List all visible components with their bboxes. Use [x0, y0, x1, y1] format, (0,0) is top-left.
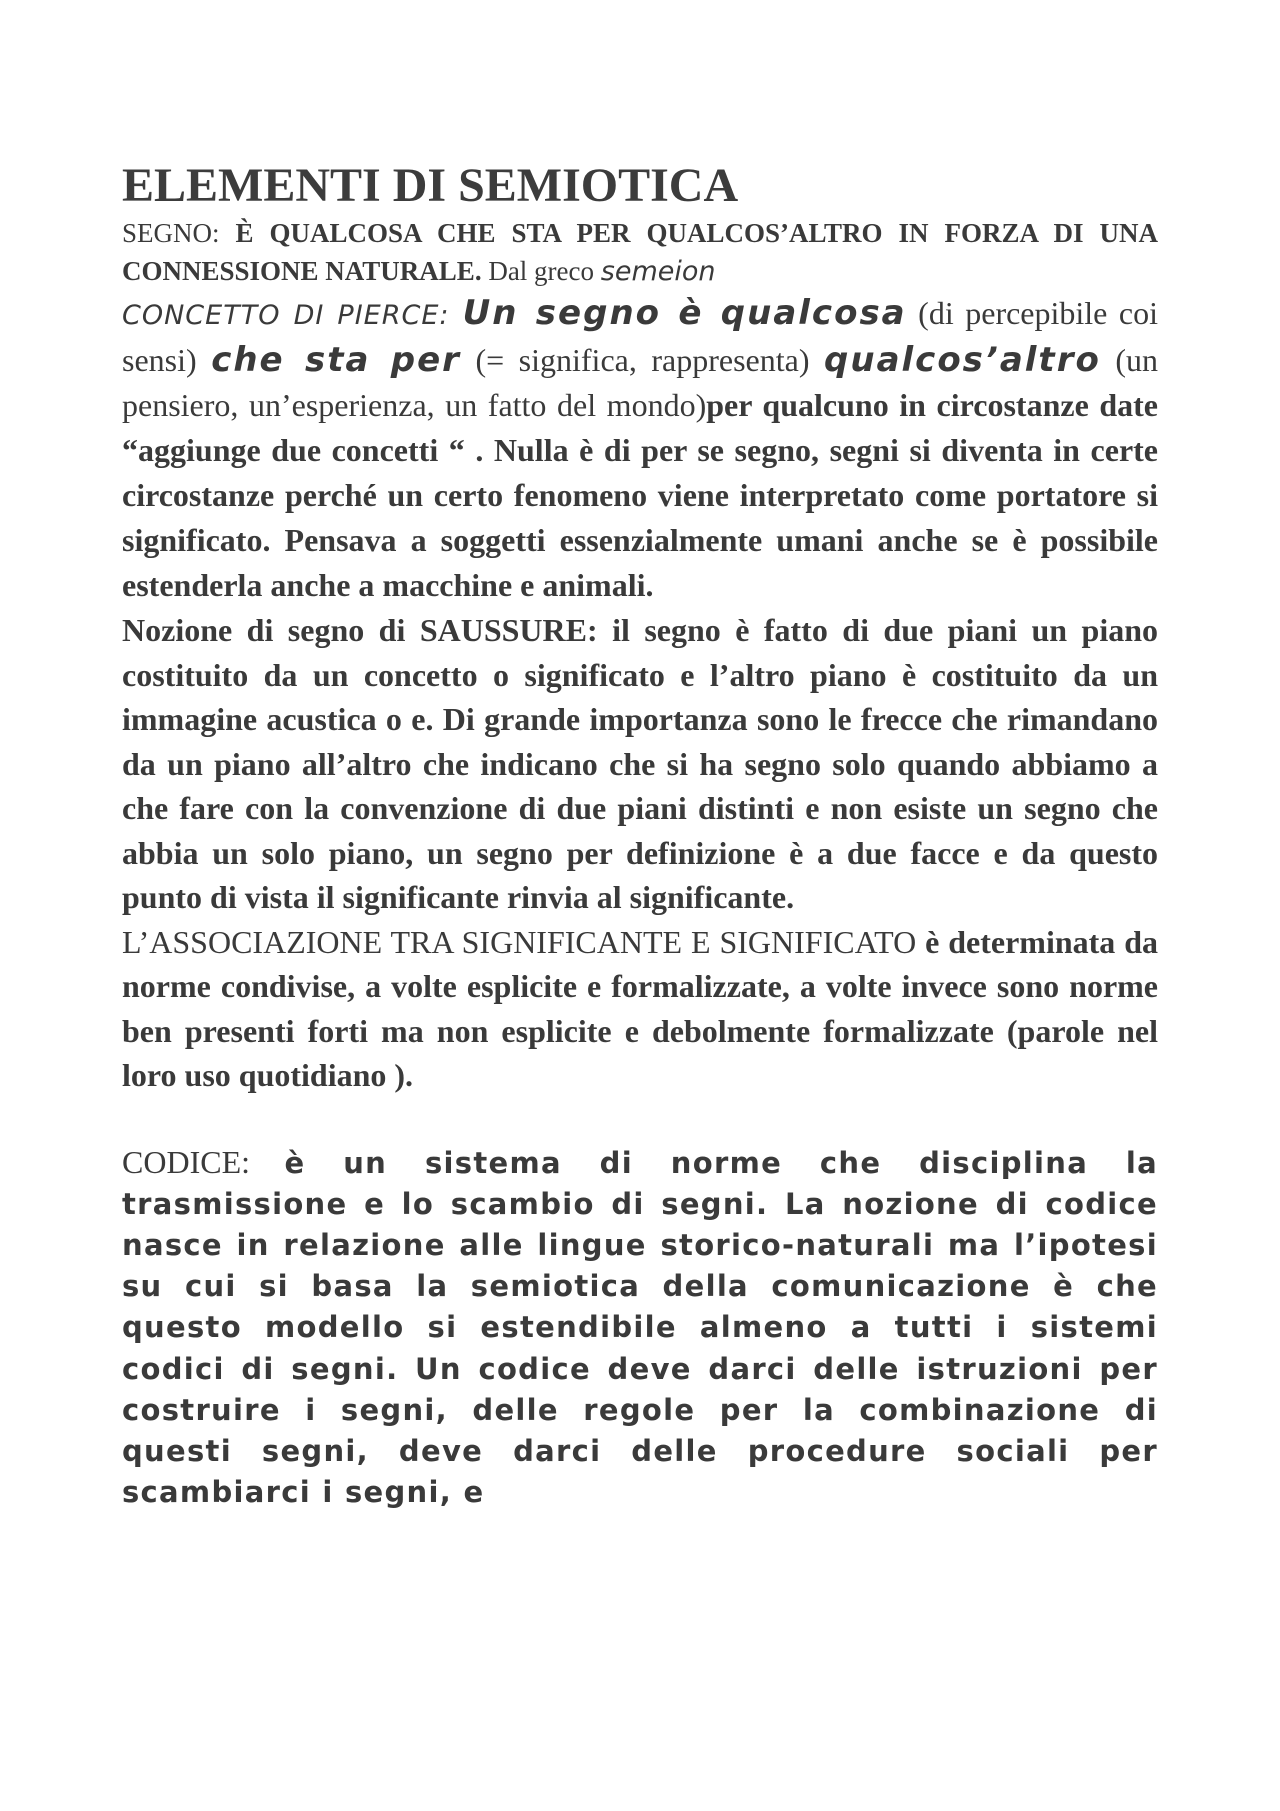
associazione-paragraph	[122, 920, 1158, 1098]
codice-paragraph	[122, 1142, 1158, 1514]
page-title: ELEMENTI DI SEMIOTICA	[122, 159, 739, 212]
segno-tail: Dal greco	[481, 256, 601, 286]
saussure-paragraph: Nozione di segno di SAUSSURE: il segno è fatto di due piani un piano costituito da un concetto o significato e l’altro piano è costituito da un immagine acustica o e. Di grande importanza sono le frecce che rimandano da un piano all’altro che indicano che si ha segno solo quando abbiamo a che fare con la convenzione di due piani distinti e non esiste un segno che abbia un solo piano, un segno per definizione è a due facce e da questo punto di vista il significante rinvia al significante.	[122, 612, 1158, 915]
associazione-body: è determinata da norme condivise, a volte esplicite e formalizzate, a volte invece sono norme ben presenti forti ma non esplicite e debolmente formalizzate (parole nel loro uso quotidiano ).	[122, 923, 1159, 1093]
pierce-bold-text: per qualcuno in circostanze date “aggiunge due concetti “ . Nulla è di per se segno, segni si diventa in certe circostanze perché un certo fenomeno viene interpretato come portatore si significato. Pensava a soggetti essenzialmente umani anche se è possibile estenderla anche a macchine e animali.	[122, 387, 1159, 603]
segno-paragraph	[122, 214, 1158, 291]
segno-lead: SEGNO:	[122, 218, 236, 248]
segno-term: semeion	[600, 256, 716, 287]
paragraph-spacer	[122, 1098, 1158, 1142]
pierce-paragraph	[122, 291, 1158, 608]
document-page	[122, 158, 1158, 1513]
pierce-text-3: (un pensiero, un’esperienza, un fatto del mondo)	[122, 342, 1159, 423]
associazione-heading: L’ASSOCIAZIONE TRA SIGNIFICANTE E SIGNIFICATO	[122, 923, 917, 960]
pierce-text-2: (= significa, rappresenta)	[460, 342, 825, 378]
pierce-text-1: (di percepibile coi sensi)	[122, 295, 1159, 378]
codice-lead: CODICE:	[122, 1143, 285, 1180]
pierce-lead: CONCETTO DI PIERCE:	[122, 300, 463, 331]
codice-body: è un sistema di norme che disciplina la trasmissione e lo scambio di segni. La nozione di codice nasce in relazione alle lingue storico-naturali ma l’ipotesi su cui si basa la semiotica della comunicazione è che questo modello si estendibile almeno a tutti i sistemi codici di segni. Un codice deve darci delle istruzioni per costruire i segni, delle regole per la combinazione di questi segni, deve darci delle procedure sociali per scambiarci i segni, e	[122, 1145, 1159, 1510]
pierce-emphasis-2: che sta per	[211, 340, 461, 380]
pierce-emphasis-1: Un segno è qualcosa	[462, 293, 907, 333]
segno-definition: È QUALCOSA CHE STA PER QUALCOS’ALTRO IN FORZA DI UNA CONNESSIONE NATURALE.	[122, 218, 1158, 286]
pierce-emphasis-3: qualcos’altro	[824, 340, 1101, 380]
